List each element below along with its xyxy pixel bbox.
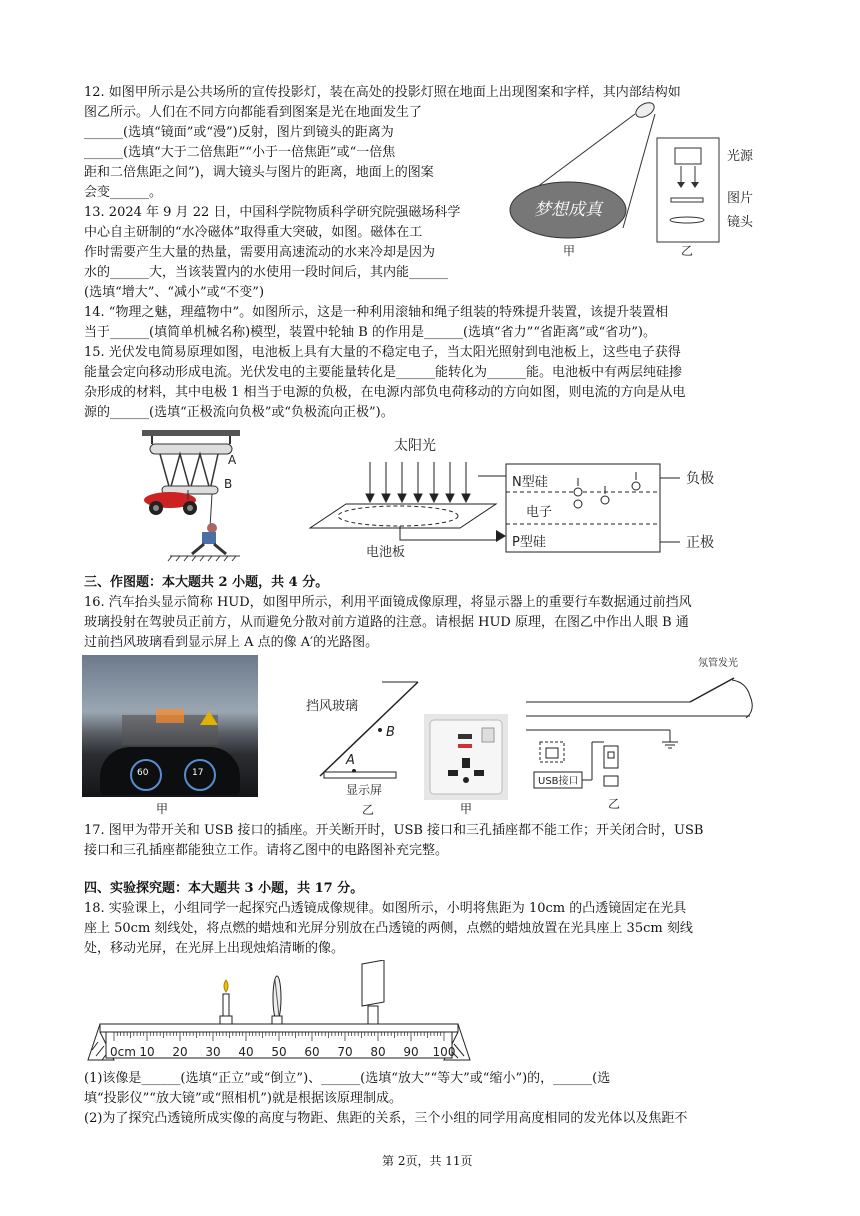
q18-line-2: 座上 50cm 刻线处，将点燃的蜡烛和光屏分别放在凸透镜的两侧，点燃的蜡烛放置在光具座上 35cm 刻线 [84,921,693,936]
convex-lens [272,976,282,1024]
motorcycle [144,492,197,515]
section-4-heading: 四、实验探究题：本大题共 3 小题，共 17 分。 [84,881,364,896]
q18-line-1: 18. 实验课上，小组同学一起探究凸透镜成像规律。如图所示，小明将焦距为 10cm 的凸透镜固定在光具 [84,901,687,916]
q12-line-3: ______(选填“镜面”或“漫”)反射，图片到镜头的距离为 [84,125,394,140]
bench-tick-label: 80 [370,1045,386,1059]
q17-line-1: 17. 图甲为带开关和 USB 接口的插座。开关断开时，USB 接口和三孔插座都不能工作；开关闭合时，USB [84,823,704,838]
q13-line-3: 作时需要产生大量的热量，需要用高速流动的水来冷却是因为 [84,245,436,260]
light-source-box [675,148,701,164]
q15-line-4: 源的______(选填“正极流向负极”或“负极流向正极”)。 [84,405,394,420]
gauge-left-value: 60 [137,768,149,778]
q13-line-4: 水的______大，当该装置内的水使用一段时间后，其内能______ [84,265,449,280]
q18-part1-line-2: 填“投影仪”“放大镜”或“照相机”)就是根据该原理制成。 [84,1091,402,1106]
hud-diagram [296,672,426,818]
candle [220,980,232,1024]
page-footer: 第 2页，共 11页 [382,1154,473,1168]
bench-tick-label: 50 [271,1045,287,1059]
optical-bench [84,960,474,1064]
q12-line-2: 图乙所示。人们在不同方向都能看到图案是光在地面发生了 [84,105,423,120]
gauge-right-value: 17 [192,768,204,778]
hud-photo [82,655,258,797]
q12-line-1: 12. 如图甲所示是公共场所的宣传投影灯，装在高处的投影灯照在地面上出现图案和字样，其内部结构如 [84,85,681,100]
q13-line-2: 中心自主研制的“水冷磁体”取得重大突破，如图。磁体在工 [84,225,423,240]
bench-tick-label: 60 [304,1045,320,1059]
projected-slogan: 梦想成真 [534,200,602,220]
hud-label-jia: 甲 [156,802,169,816]
label-a: A [228,453,237,467]
q16-line-2: 玻璃投射在驾驶员正前方，从而避免分散对前方道路的注意。请根据 HUD 原理，在图乙中作出人眼 B 通 [84,615,689,630]
q15-line-1: 15. 光伏发电简易原理如图，电池板上具有大量的不稳定电子，当太阳光照射到电池板上，这些电子获得 [84,345,681,360]
panel-label: 电池板 [366,545,406,560]
q18-part2-line-1: (2)为了探究凸透镜所成实像的高度与物距、焦距的关系，三个小组的同学用高度相同的发光体以及焦距不 [84,1111,688,1126]
bench-tick-label: 90 [403,1045,419,1059]
bench-tick-label: 70 [337,1045,353,1059]
q17-line-2: 接口和三孔插座都能独立工作。请将乙图中的电路图补充完整。 [84,843,449,858]
tester-label: 氖管发光 [698,658,738,669]
usb-label: USB接口 [538,776,579,787]
socket-photo [424,714,508,800]
q18-part1-line-1: (1)该像是______(选填“正立”或“倒立”)、______(选填“放大”“等大”或“缩小”)的，______(选 [84,1071,611,1086]
solar-cell-figure [300,430,740,566]
warning-sign-icon [200,711,218,725]
q16-line-3: 过前挡风玻璃看到显示屏上 A 点的像 A′的光路图。 [84,635,379,650]
bench-tick-label: 100 [432,1045,456,1059]
q18-line-3: 处，移动光屏，在光屏上出现烛焰清晰的像。 [84,941,345,956]
roller-lift-figure [140,428,250,562]
positive-label: 正极 [686,535,714,551]
circuit-diagram [520,652,780,812]
section-3-heading: 三、作图题：本大题共 2 小题，共 4 分。 [84,575,329,590]
point-b-label: B [386,725,395,740]
lens-ellipse [670,217,704,223]
sunlight-label: 太阳光 [394,438,436,454]
q13-line-1: 13. 2024 年 9 月 22 日，中国科学院物质科学研究院强磁场科学 [84,205,461,220]
q16-line-1: 16. 汽车抬头显示简称 HUD，如图甲所示，利用平面镜成像原理，将显示器上的重要行车数据通过前挡风 [84,595,692,610]
usb-port-icon [458,734,472,739]
q15-line-2: 能量会定向移动形成电流。光伏发电的主要能量转化是______能转化为______能。电池板中有两层纯硅掺 [84,365,683,380]
bench-tick-label: 20 [172,1045,188,1059]
solar-panel [310,504,496,528]
sunlight-arrows [366,462,470,502]
label-lens: 镜头 [727,215,754,230]
bench-tick-label: 0cm [110,1045,136,1059]
q12-line-5: 距和二倍焦距之间”)，调大镜头与图片的距离，地面上的图案 [84,165,434,180]
picture-slide [671,198,703,202]
socket-switch [482,728,494,742]
label-source: 光源 [727,149,754,164]
p-silicon-label: P型硅 [512,535,546,550]
q12-line-6: 会变______。 [84,185,163,200]
windshield-line [320,682,418,776]
n-silicon-label: N型硅 [512,475,548,490]
hud-projection [156,709,184,723]
display-label: 显示屏 [346,783,383,797]
label-jia-projector: 甲 [563,244,576,258]
negative-label: 负极 [686,471,714,487]
hud-label-yi: 乙 [362,803,375,817]
q14-line-2: 当于______(填简单机械名称)模型，装置中轮轴 B 的作用是______(选填“省力”“省距离”或“省功”)。 [84,325,656,340]
dashboard [100,747,240,795]
projector-figure [505,100,775,260]
q13-line-5: (选填“增大”、“减小”或“不变”) [84,285,265,300]
q14-line-1: 14. “物理之魅，理蕴物中”。如图所示，这是一种利用滚轴和绳子组装的特殊提升装置，该提升装置相 [84,305,669,320]
label-b: B [224,477,233,491]
bench-tick-label: 10 [139,1045,155,1059]
display-screen [324,772,396,778]
bench-tick-label: 30 [205,1045,221,1059]
bench-rail [100,1024,458,1032]
socket-box [608,752,614,758]
q12-line-4: ______(选填“大于二倍焦距”“小于一倍焦距”或“一倍焦 [84,145,396,160]
roller-a [150,444,232,454]
electron-label: 电子 [526,505,553,520]
windshield-label: 挡风玻璃 [306,699,359,714]
socket-label-jia: 甲 [460,802,473,816]
point-a-label: A [346,753,355,768]
bench-tick-label: 40 [238,1045,254,1059]
light-screen [362,960,384,1024]
circuit-label-yi: 乙 [608,797,621,811]
person-pulling [192,523,226,554]
q15-line-3: 杂形成的材料，其中电极 1 相当于电源的负极，在电源内部负电荷移动的方向如图，则电流的方向是从电 [84,385,686,400]
label-picture: 图片 [727,191,754,206]
label-yi-projector: 乙 [681,244,694,258]
